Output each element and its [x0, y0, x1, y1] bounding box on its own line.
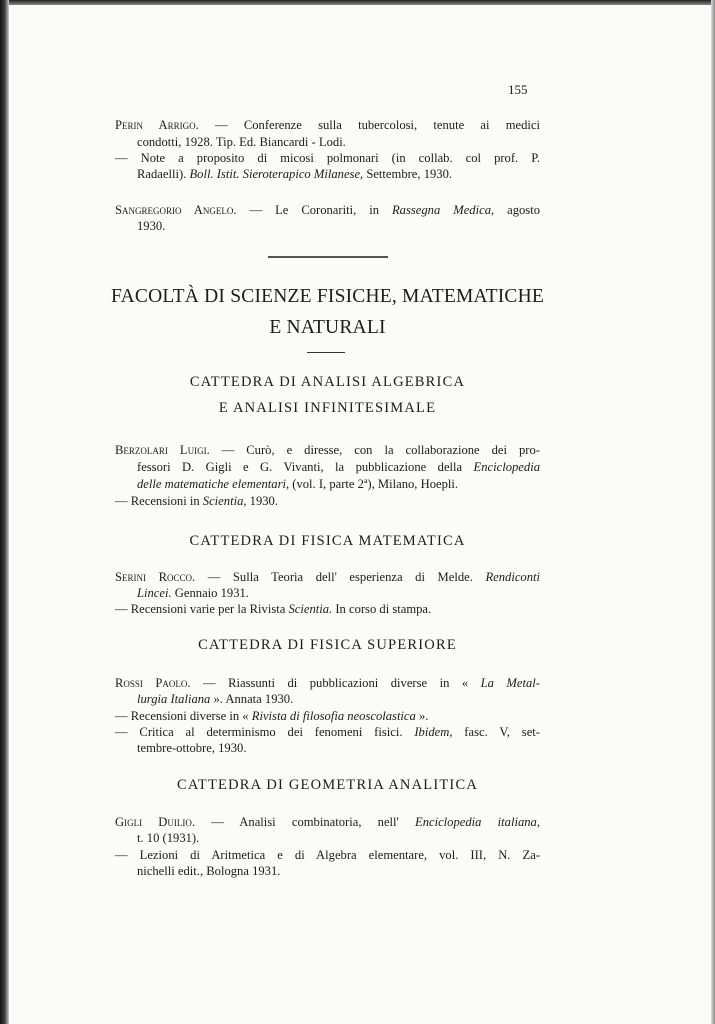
- entry-line: [115, 708, 428, 724]
- entry-continuation-line: [137, 863, 280, 879]
- entry-text: — Recensioni varie per la Rivista: [115, 602, 289, 616]
- entry-text: ».: [415, 709, 429, 723]
- entry-text: — Note a proposito di micosi polmonari (in collab. col prof. P.: [115, 151, 540, 165]
- entry-text: t. 10 (1931).: [137, 831, 200, 845]
- publication-title: lurgia Italiana: [137, 692, 211, 706]
- entry-text: — Curò, e diresse, con la collaborazione dei pro-: [209, 443, 540, 457]
- entry-line: [115, 601, 431, 617]
- publication-title: Rivista di filosofia neoscolastica: [251, 709, 416, 723]
- entry-text: 1930.: [246, 494, 278, 508]
- scan-edge-left: [0, 0, 9, 1024]
- entry-continuation-line: [137, 166, 452, 182]
- entry-line: [115, 847, 540, 863]
- entry-line: [115, 202, 540, 218]
- publication-title: Enciclopedia italiana,: [415, 815, 540, 829]
- entry-text: ». Annata 1930.: [210, 692, 294, 706]
- entry-text: Settembre, 1930.: [363, 167, 453, 181]
- publication-title: Ibidem,: [414, 725, 453, 739]
- chair-heading: CATTEDRA DI FISICA MATEMATICA: [189, 533, 466, 549]
- page-number: 155: [508, 82, 528, 97]
- publication-title: Scientia.: [288, 602, 333, 616]
- entry-text: — Lezioni di Aritmetica e di Algebra elementare, vol. III, N. Za-: [115, 848, 540, 862]
- entry-line: [115, 569, 540, 585]
- author-name: Gigli Duilio.: [115, 815, 196, 829]
- entry-text: — Analisi combinatoria, nell': [195, 815, 416, 829]
- publication-title: Rassegna Medica,: [391, 203, 495, 217]
- author-name: Sangregorio Angelo.: [115, 203, 237, 217]
- entry-text: — Sulla Teoria dell' esperienza di Melde.: [195, 570, 486, 584]
- scan-edge-top: [0, 0, 715, 5]
- publication-title: Scientia,: [202, 494, 247, 508]
- faculty-heading-line1: FACOLTÀ DI SCIENZE FISICHE, MATEMATICHE: [110, 286, 545, 307]
- publication-title: Enciclopedia: [473, 460, 540, 474]
- entry-line: [115, 150, 540, 166]
- entry-text: fessori D. Gigli e G. Vivanti, la pubblicazione della: [137, 460, 474, 474]
- author-name: Rossi Paolo.: [115, 676, 191, 690]
- scan-edge-right: [711, 0, 715, 1024]
- chair-heading: CATTEDRA DI FISICA SUPERIORE: [198, 637, 457, 653]
- section-divider: [268, 256, 388, 258]
- entry-line: [115, 724, 540, 740]
- entry-continuation-line: [137, 585, 249, 601]
- entry-continuation-line: [137, 218, 165, 234]
- publication-title: Lincei.: [137, 586, 172, 600]
- entry-line: [115, 814, 540, 830]
- entry-text: (vol. I, parte 2ª), Milano, Hoepli.: [289, 477, 459, 491]
- faculty-heading-line2: E NATURALI: [269, 317, 386, 338]
- entry-text: — Critica al determinismo dei fenomeni fisici.: [115, 725, 415, 739]
- entry-text: condotti, 1928. Tip. Ed. Biancardi - Lodi.: [137, 135, 346, 149]
- entry-line: [115, 442, 540, 458]
- entry-continuation-line: [137, 459, 540, 475]
- entry-continuation-line: [137, 691, 293, 707]
- entry-continuation-line: [137, 476, 458, 492]
- entry-text: 1930.: [137, 219, 166, 233]
- chair-heading-line2: E ANALISI INFINITESIMALE: [218, 400, 437, 416]
- entry-text: — Le Coronariti, in: [236, 203, 392, 217]
- entry-text: — Riassunti di pubblicazioni diverse in «: [190, 676, 481, 690]
- entry-text: — Conferenze sulla tubercolosi, tenute ai medici: [198, 118, 540, 132]
- publication-title: Rendiconti: [485, 570, 540, 584]
- entry-line: [115, 493, 278, 509]
- entry-text: — Recensioni diverse in «: [115, 709, 252, 723]
- entry-continuation-line: [137, 740, 246, 756]
- publication-title: La Metal-: [480, 676, 540, 690]
- chair-heading: CATTEDRA DI GEOMETRIA ANALITICA: [176, 777, 478, 793]
- entry-line: [115, 675, 540, 691]
- author-name: Serini Rocco.: [115, 570, 196, 584]
- entry-line: [115, 117, 540, 133]
- entry-text: — Recensioni in: [115, 494, 203, 508]
- entry-text: fasc. V, set-: [452, 725, 540, 739]
- publication-title: delle matematiche elementari,: [137, 477, 290, 491]
- entry-text: agosto: [494, 203, 540, 217]
- entry-text: Gennaio 1931.: [171, 586, 249, 600]
- chair-heading: CATTEDRA DI ANALISI ALGEBRICA: [189, 374, 466, 390]
- entry-continuation-line: [137, 134, 346, 150]
- entry-continuation-line: [137, 830, 199, 846]
- entry-text: nichelli edit., Bologna 1931.: [137, 864, 281, 878]
- author-name: Perin Arrigo.: [115, 118, 199, 132]
- publication-title: Boll. Istit. Sieroterapico Milanese,: [189, 167, 364, 181]
- entry-text: tembre-ottobre, 1930.: [137, 741, 247, 755]
- entry-text: In corso di stampa.: [332, 602, 432, 616]
- heading-rule: [307, 352, 345, 353]
- entry-text: Radaelli).: [137, 167, 190, 181]
- author-name: Berzolari Luigi.: [115, 443, 210, 457]
